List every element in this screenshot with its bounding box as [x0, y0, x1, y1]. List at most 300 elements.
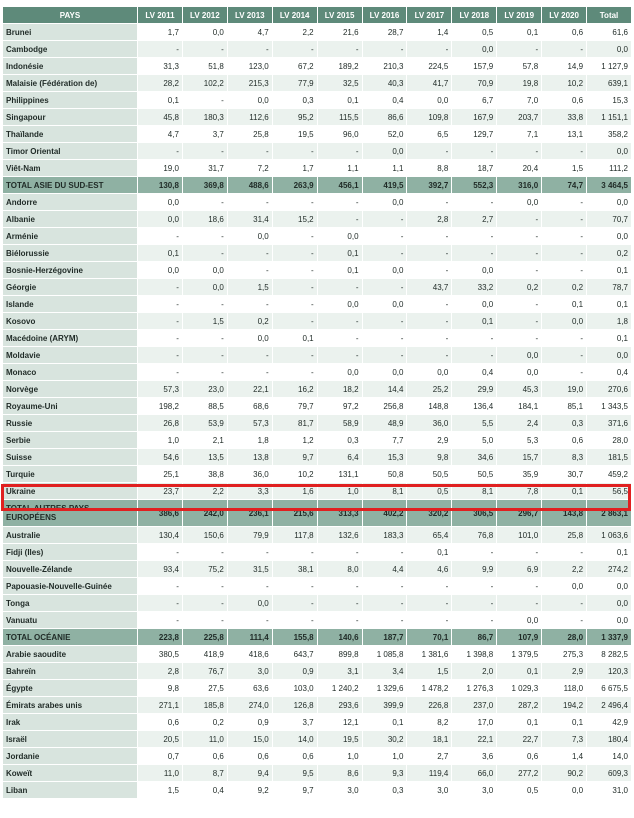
value-cell: 4,7 — [227, 24, 272, 41]
value-cell: - — [407, 262, 452, 279]
value-cell: 148,8 — [407, 398, 452, 415]
value-cell: 119,4 — [407, 765, 452, 782]
value-cell: 9,5 — [272, 765, 317, 782]
value-cell: - — [407, 578, 452, 595]
total-cell: 0,1 — [587, 330, 632, 347]
value-cell: - — [407, 245, 452, 262]
value-cell: 155,8 — [272, 629, 317, 646]
value-cell: 203,7 — [497, 109, 542, 126]
value-cell: - — [317, 347, 362, 364]
value-cell: 8,2 — [407, 714, 452, 731]
value-cell: - — [227, 296, 272, 313]
value-cell: - — [542, 245, 587, 262]
value-cell: - — [272, 364, 317, 381]
value-cell: 45,3 — [497, 381, 542, 398]
value-cell: 5,3 — [497, 432, 542, 449]
value-cell: - — [227, 578, 272, 595]
country-cell: Jordanie — [3, 748, 138, 765]
country-cell: Égypte — [3, 680, 138, 697]
value-cell: 0,6 — [542, 92, 587, 109]
value-cell: 1,5 — [182, 313, 227, 330]
value-cell: 9,3 — [362, 765, 407, 782]
value-cell: 215,6 — [272, 500, 317, 527]
value-cell: 123,0 — [227, 58, 272, 75]
value-cell: 419,5 — [362, 177, 407, 194]
value-cell: 369,8 — [182, 177, 227, 194]
table-row — [3, 646, 632, 663]
country-cell: Kosovo — [3, 313, 138, 330]
total-cell: 56,5 — [587, 483, 632, 500]
value-cell: - — [542, 228, 587, 245]
table-row — [3, 714, 632, 731]
value-cell: - — [317, 330, 362, 347]
column-header: LV 2020 — [542, 7, 587, 24]
table-row — [3, 612, 632, 629]
value-cell: 16,2 — [272, 381, 317, 398]
value-cell: 58,9 — [317, 415, 362, 432]
value-cell: 8,6 — [317, 765, 362, 782]
country-cell: Nouvelle-Zélande — [3, 561, 138, 578]
value-cell: 21,6 — [317, 24, 362, 41]
column-header: Total — [587, 7, 632, 24]
value-cell: 0,0 — [497, 612, 542, 629]
value-cell: 19,8 — [497, 75, 542, 92]
column-header: LV 2018 — [452, 7, 497, 24]
value-cell: 1,5 — [407, 663, 452, 680]
value-cell: - — [407, 194, 452, 211]
value-cell: 20,4 — [497, 160, 542, 177]
value-cell: 0,0 — [362, 194, 407, 211]
country-cell: Australie — [3, 527, 138, 544]
value-cell: 0,0 — [452, 41, 497, 58]
country-cell: Timor Oriental — [3, 143, 138, 160]
value-cell: 263,9 — [272, 177, 317, 194]
value-cell: 103,0 — [272, 680, 317, 697]
value-cell: 43,7 — [407, 279, 452, 296]
value-cell: 4,7 — [138, 126, 183, 143]
value-cell: - — [362, 279, 407, 296]
table-row — [3, 92, 632, 109]
value-cell: 0,1 — [138, 245, 183, 262]
table-total-row — [3, 177, 632, 194]
value-cell: 53,9 — [182, 415, 227, 432]
country-cell: Arménie — [3, 228, 138, 245]
total-cell: 28,0 — [587, 432, 632, 449]
value-cell: 226,8 — [407, 697, 452, 714]
value-cell: 0,0 — [542, 313, 587, 330]
value-cell: 95,2 — [272, 109, 317, 126]
table-row — [3, 578, 632, 595]
value-cell: - — [362, 313, 407, 330]
table-row — [3, 449, 632, 466]
value-cell: 143,8 — [542, 500, 587, 527]
value-cell: 242,0 — [182, 500, 227, 527]
value-cell: 0,0 — [182, 279, 227, 296]
value-cell: 0,1 — [272, 330, 317, 347]
value-cell: 287,2 — [497, 697, 542, 714]
total-cell: 42,9 — [587, 714, 632, 731]
total-cell: 61,6 — [587, 24, 632, 41]
value-cell: - — [138, 330, 183, 347]
value-cell: - — [138, 595, 183, 612]
value-cell: 0,6 — [497, 748, 542, 765]
value-cell: 88,5 — [182, 398, 227, 415]
value-cell: 225,8 — [182, 629, 227, 646]
value-cell: 0,1 — [317, 245, 362, 262]
value-cell: 117,8 — [272, 527, 317, 544]
value-cell: 210,3 — [362, 58, 407, 75]
value-cell: 3,1 — [317, 663, 362, 680]
country-cell: TOTAL OCÉANIE — [3, 629, 138, 646]
value-cell: 45,8 — [138, 109, 183, 126]
value-cell: 25,8 — [542, 527, 587, 544]
value-cell: 0,0 — [407, 92, 452, 109]
value-cell: 11,0 — [138, 765, 183, 782]
value-cell: 30,2 — [362, 731, 407, 748]
value-cell: 68,6 — [227, 398, 272, 415]
value-cell: 118,0 — [542, 680, 587, 697]
value-cell: 38,8 — [182, 466, 227, 483]
column-header: LV 2013 — [227, 7, 272, 24]
value-cell: 224,5 — [407, 58, 452, 75]
value-cell: 899,8 — [317, 646, 362, 663]
value-cell: - — [227, 194, 272, 211]
value-cell: 57,3 — [227, 415, 272, 432]
value-cell: 86,6 — [362, 109, 407, 126]
value-cell: - — [138, 612, 183, 629]
table-row — [3, 432, 632, 449]
value-cell: 0,0 — [407, 364, 452, 381]
value-cell: 3,0 — [452, 782, 497, 799]
value-cell: 157,9 — [452, 58, 497, 75]
column-header: LV 2011 — [138, 7, 183, 24]
value-cell: 35,9 — [497, 466, 542, 483]
table-row — [3, 561, 632, 578]
value-cell: 130,4 — [138, 527, 183, 544]
value-cell: 198,2 — [138, 398, 183, 415]
value-cell: 41,7 — [407, 75, 452, 92]
value-cell: - — [497, 245, 542, 262]
value-cell: 14,0 — [272, 731, 317, 748]
total-cell: 609,3 — [587, 765, 632, 782]
value-cell: 5,5 — [452, 415, 497, 432]
value-cell: - — [497, 41, 542, 58]
value-cell: 180,3 — [182, 109, 227, 126]
value-cell: - — [227, 245, 272, 262]
value-cell: 0,0 — [317, 228, 362, 245]
total-cell: 1 343,5 — [587, 398, 632, 415]
value-cell: 10,2 — [272, 466, 317, 483]
value-cell: 7,7 — [362, 432, 407, 449]
total-cell: 2 496,4 — [587, 697, 632, 714]
table-row — [3, 109, 632, 126]
value-cell: - — [272, 245, 317, 262]
value-cell: - — [272, 612, 317, 629]
value-cell: 3,4 — [362, 663, 407, 680]
value-cell: 0,9 — [272, 663, 317, 680]
value-cell: 19,5 — [317, 731, 362, 748]
export-data-table — [2, 6, 632, 799]
value-cell: - — [317, 578, 362, 595]
table-row — [3, 731, 632, 748]
country-cell: Fidji (Iles) — [3, 544, 138, 561]
country-cell: Liban — [3, 782, 138, 799]
value-cell: 0,0 — [362, 262, 407, 279]
value-cell: 150,6 — [182, 527, 227, 544]
table-row — [3, 466, 632, 483]
table-row — [3, 330, 632, 347]
value-cell: - — [542, 544, 587, 561]
value-cell: - — [407, 347, 452, 364]
value-cell: - — [362, 330, 407, 347]
value-cell: 3,6 — [452, 748, 497, 765]
table-row — [3, 143, 632, 160]
value-cell: 0,0 — [497, 364, 542, 381]
value-cell: 129,7 — [452, 126, 497, 143]
value-cell: - — [227, 612, 272, 629]
country-cell: Émirats arabes unis — [3, 697, 138, 714]
value-cell: 0,0 — [227, 92, 272, 109]
country-cell: Brunei — [3, 24, 138, 41]
value-cell: 0,2 — [497, 279, 542, 296]
country-cell: TOTAL AUTRES PAYS EUROPÉENS — [3, 500, 138, 527]
value-cell: 0,1 — [497, 24, 542, 41]
value-cell: 7,3 — [542, 731, 587, 748]
value-cell: - — [497, 296, 542, 313]
value-cell: - — [182, 296, 227, 313]
value-cell: 17,0 — [452, 714, 497, 731]
value-cell: - — [182, 544, 227, 561]
value-cell: - — [317, 279, 362, 296]
total-cell: 0,0 — [587, 578, 632, 595]
table-row — [3, 381, 632, 398]
value-cell: 7,8 — [497, 483, 542, 500]
value-cell: 0,6 — [542, 24, 587, 41]
total-cell: 1 151,1 — [587, 109, 632, 126]
value-cell: 107,9 — [497, 629, 542, 646]
value-cell: 2,9 — [407, 432, 452, 449]
country-cell: Serbie — [3, 432, 138, 449]
value-cell: 33,2 — [452, 279, 497, 296]
value-cell: 54,6 — [138, 449, 183, 466]
value-cell: 4,6 — [407, 561, 452, 578]
total-cell: 3 464,5 — [587, 177, 632, 194]
value-cell: - — [497, 228, 542, 245]
value-cell: 13,8 — [227, 449, 272, 466]
value-cell: 183,3 — [362, 527, 407, 544]
total-cell: 0,0 — [587, 41, 632, 58]
value-cell: 0,0 — [497, 347, 542, 364]
country-cell: Andorre — [3, 194, 138, 211]
value-cell: - — [317, 544, 362, 561]
value-cell: - — [317, 211, 362, 228]
value-cell: - — [452, 578, 497, 595]
value-cell: 130,8 — [138, 177, 183, 194]
value-cell: 0,0 — [227, 330, 272, 347]
value-cell: 8,7 — [182, 765, 227, 782]
value-cell: - — [542, 612, 587, 629]
value-cell: 1,0 — [362, 748, 407, 765]
table-row — [3, 279, 632, 296]
value-cell: - — [182, 41, 227, 58]
country-cell: Albanie — [3, 211, 138, 228]
value-cell: 0,1 — [542, 483, 587, 500]
value-cell: - — [182, 330, 227, 347]
value-cell: - — [317, 313, 362, 330]
value-cell: 2,8 — [407, 211, 452, 228]
value-cell: - — [542, 211, 587, 228]
country-cell: Monaco — [3, 364, 138, 381]
value-cell: - — [182, 245, 227, 262]
value-cell: 0,7 — [138, 748, 183, 765]
value-cell: 0,2 — [542, 279, 587, 296]
value-cell: 32,5 — [317, 75, 362, 92]
country-cell: Turquie — [3, 466, 138, 483]
value-cell: 0,1 — [497, 663, 542, 680]
country-cell: Géorgie — [3, 279, 138, 296]
value-cell: 9,2 — [227, 782, 272, 799]
value-cell: 126,8 — [272, 697, 317, 714]
value-cell: 1,6 — [272, 483, 317, 500]
value-cell: 0,0 — [362, 296, 407, 313]
value-cell: 22,1 — [227, 381, 272, 398]
value-cell: 293,6 — [317, 697, 362, 714]
value-cell: 9,4 — [227, 765, 272, 782]
table-row — [3, 527, 632, 544]
column-header: LV 2016 — [362, 7, 407, 24]
country-cell: Moldavie — [3, 347, 138, 364]
value-cell: 48,9 — [362, 415, 407, 432]
value-cell: 19,5 — [272, 126, 317, 143]
table-body — [3, 24, 632, 799]
value-cell: 2,7 — [407, 748, 452, 765]
total-cell: 0,4 — [587, 364, 632, 381]
value-cell: 0,0 — [182, 24, 227, 41]
total-cell: 0,0 — [587, 194, 632, 211]
total-cell: 371,6 — [587, 415, 632, 432]
value-cell: 0,0 — [138, 194, 183, 211]
table-row — [3, 364, 632, 381]
value-cell: - — [227, 41, 272, 58]
value-cell: - — [542, 364, 587, 381]
value-cell: 13,1 — [542, 126, 587, 143]
value-cell: 0,5 — [497, 782, 542, 799]
value-cell: - — [497, 143, 542, 160]
value-cell: 109,8 — [407, 109, 452, 126]
value-cell: 386,6 — [138, 500, 183, 527]
column-header-country: PAYS — [3, 7, 138, 24]
value-cell: 185,8 — [182, 697, 227, 714]
value-cell: 15,2 — [272, 211, 317, 228]
value-cell: 18,7 — [452, 160, 497, 177]
value-cell: 3,7 — [272, 714, 317, 731]
value-cell: 0,0 — [542, 578, 587, 595]
value-cell: 8,0 — [317, 561, 362, 578]
value-cell: 6,7 — [452, 92, 497, 109]
value-cell: 29,9 — [452, 381, 497, 398]
value-cell: 0,1 — [362, 714, 407, 731]
value-cell: 184,1 — [497, 398, 542, 415]
country-cell: Arabie saoudite — [3, 646, 138, 663]
value-cell: 86,7 — [452, 629, 497, 646]
table-row — [3, 262, 632, 279]
total-cell: 78,7 — [587, 279, 632, 296]
value-cell: 1 381,6 — [407, 646, 452, 663]
value-cell: 3,0 — [407, 782, 452, 799]
value-cell: 0,3 — [272, 92, 317, 109]
value-cell: - — [272, 313, 317, 330]
value-cell: 1 240,2 — [317, 680, 362, 697]
value-cell: 51,8 — [182, 58, 227, 75]
value-cell: - — [272, 194, 317, 211]
total-cell: 270,6 — [587, 381, 632, 398]
value-cell: 1,8 — [227, 432, 272, 449]
value-cell: 316,0 — [497, 177, 542, 194]
country-cell: Papouasie-Nouvelle-Guinée — [3, 578, 138, 595]
value-cell: 131,1 — [317, 466, 362, 483]
table-row — [3, 160, 632, 177]
country-cell: Philippines — [3, 92, 138, 109]
column-header: LV 2015 — [317, 7, 362, 24]
value-cell: 320,2 — [407, 500, 452, 527]
value-cell: 0,0 — [452, 262, 497, 279]
value-cell: 90,2 — [542, 765, 587, 782]
value-cell: 79,9 — [227, 527, 272, 544]
value-cell: 18,2 — [317, 381, 362, 398]
value-cell: - — [182, 228, 227, 245]
value-cell: - — [182, 578, 227, 595]
value-cell: 0,1 — [542, 714, 587, 731]
country-cell: Biélorussie — [3, 245, 138, 262]
value-cell: 399,9 — [362, 697, 407, 714]
value-cell: 277,2 — [497, 765, 542, 782]
value-cell: 0,0 — [227, 595, 272, 612]
value-cell: 25,1 — [138, 466, 183, 483]
value-cell: 0,6 — [138, 714, 183, 731]
value-cell: 9,7 — [272, 449, 317, 466]
value-cell: 57,8 — [497, 58, 542, 75]
value-cell: - — [497, 578, 542, 595]
value-cell: 31,3 — [138, 58, 183, 75]
value-cell: 140,6 — [317, 629, 362, 646]
value-cell: 27,5 — [182, 680, 227, 697]
country-cell: Royaume-Uni — [3, 398, 138, 415]
value-cell: 31,4 — [227, 211, 272, 228]
value-cell: 236,1 — [227, 500, 272, 527]
total-cell: 70,7 — [587, 211, 632, 228]
value-cell: 237,0 — [452, 697, 497, 714]
value-cell: 392,7 — [407, 177, 452, 194]
value-cell: 0,0 — [182, 262, 227, 279]
value-cell: 313,3 — [317, 500, 362, 527]
table-row — [3, 126, 632, 143]
value-cell: 63,6 — [227, 680, 272, 697]
value-cell: 18,6 — [182, 211, 227, 228]
value-cell: - — [452, 194, 497, 211]
country-cell: Viêt-Nam — [3, 160, 138, 177]
value-cell: 102,2 — [182, 75, 227, 92]
total-cell: 0,1 — [587, 296, 632, 313]
country-cell: Cambodge — [3, 41, 138, 58]
value-cell: 136,4 — [452, 398, 497, 415]
table-row — [3, 595, 632, 612]
table-row — [3, 663, 632, 680]
total-cell: 639,1 — [587, 75, 632, 92]
column-header: LV 2012 — [182, 7, 227, 24]
value-cell: - — [182, 92, 227, 109]
value-cell: - — [542, 143, 587, 160]
value-cell: 0,3 — [362, 782, 407, 799]
